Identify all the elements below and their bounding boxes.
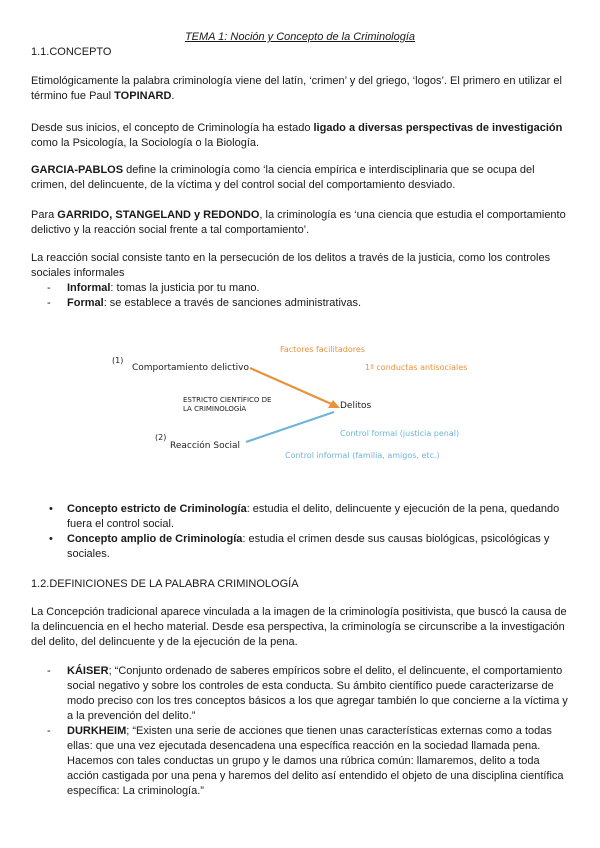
list-item: - KÁISER; “Conjunto ordenado de saberes empíricos sobre el delito, el delincuente, el comportamiento social negativo y sobre los controles de esta conducta. Su ámbito científico puede caracterizarse de modo preciso con los tres conceptos básicos a los que agregar también lo que concierne a la víctima y a la prevención del delito.” bbox=[31, 664, 571, 724]
paragraph-perspectivas: Desde sus inicios, el concepto de Criminología ha estado ligado a diversas perspectivas de investigación como la Psicología, la Sociología o la Biología. bbox=[31, 122, 563, 149]
name-garcia-pablos: GARCIA-PABLOS bbox=[31, 164, 124, 176]
list-controles bbox=[31, 281, 571, 311]
label-n2: (2) bbox=[155, 433, 167, 442]
name-topinard: TOPINARD bbox=[114, 90, 172, 102]
paragraph-concepcion-tradicional: La Concepción tradicional aparece vinculada a la imagen de la criminología positivista, que buscó la causa de la delincuencia en el hecho material. Desde esa perspectiva, la criminología se circunscribe a la investigación del delito, del delincuente y de la ejecución de la pena. bbox=[31, 606, 567, 648]
label-control-formal: Control formal (justicia penal) bbox=[340, 429, 460, 438]
section-heading-concepto: 1.1.CONCEPTO bbox=[31, 46, 112, 58]
label-estricto-1: ESTRICTO CIENTÍFICO DE bbox=[183, 396, 272, 404]
section-heading-definiciones: 1.2.DEFINICIONES DE LA PALABRA CRIMINOLOGÍA bbox=[31, 578, 299, 590]
list-item: • Concepto estricto de Criminología: estudia el delito, delincuente y ejecución de la pena, quedando fuera el control social. bbox=[31, 502, 571, 532]
name-garrido: GARRIDO, STANGELAND y REDONDO bbox=[57, 209, 260, 221]
highlight-perspectivas: ligado a diversas perspectivas de investigación bbox=[313, 122, 563, 134]
label-delitos: Delitos bbox=[340, 401, 372, 411]
list-item: - DURKHEIM; “Existen una serie de acciones que tienen unas características externas como a todas ellas: que una vez ejecutada desencadena una específica reacción en la sociedad llamada pena. Hacemos con tales conductas un grupo y le damos una rúbrica común: llamaremos, delito a toda acción castigada por una pena y haremos del delito así entendido el objeto de una disciplina científica específica: La criminología.” bbox=[31, 724, 571, 799]
arrow-reaccion bbox=[246, 412, 334, 442]
paragraph-reaccion-social: La reacción social consiste tanto en la persecución de los delitos a través de la justicia, como los controles sociales informales bbox=[31, 252, 551, 279]
label-conductas: 1ª conductas antisociales bbox=[365, 363, 468, 372]
label-reaccion: Reacción Social bbox=[170, 441, 241, 451]
label-comportamiento: Comportamiento delictivo bbox=[132, 363, 249, 373]
list-conceptos bbox=[31, 502, 571, 562]
label-control-informal: Control informal (familia, amigos, etc.) bbox=[285, 451, 440, 460]
diagram-criminologia bbox=[0, 330, 600, 480]
list-item: - Informal: tomas la justicia por tu mano. bbox=[31, 281, 571, 296]
label-factores: Factores facilitadores bbox=[280, 345, 365, 354]
label-n1: (1) bbox=[112, 356, 124, 365]
paragraph-garrido: Para GARRIDO, STANGELAND y REDONDO, la criminología es ‘una ciencia que estudia el comportamiento delictivo y la reacción social frente a tal comportamiento’. bbox=[31, 209, 566, 236]
list-definiciones bbox=[31, 664, 571, 799]
label-estricto-2: LA CRIMINOLOGÍA bbox=[183, 405, 247, 413]
list-item: • Concepto amplio de Criminología: estudia el crimen desde sus causas biológicas, psicológicas y sociales. bbox=[31, 532, 571, 562]
page-title: TEMA 1: Noción y Concepto de la Criminología bbox=[184, 31, 416, 43]
list-item: - Formal: se establece a través de sanciones administrativas. bbox=[31, 296, 571, 311]
paragraph-garcia-pablos: GARCIA-PABLOS define la criminología como ‘la ciencia empírica e interdisciplinaria que se ocupa del crimen, del delincuente, de la víctima y del control social del comportamiento desviado. bbox=[31, 164, 535, 191]
paragraph-etimologia: Etimológicamente la palabra criminología viene del latín, ‘crimen’ y del griego, ‘logos’. El primero en utilizar el término fue Paul TOPINARD. bbox=[31, 75, 562, 102]
